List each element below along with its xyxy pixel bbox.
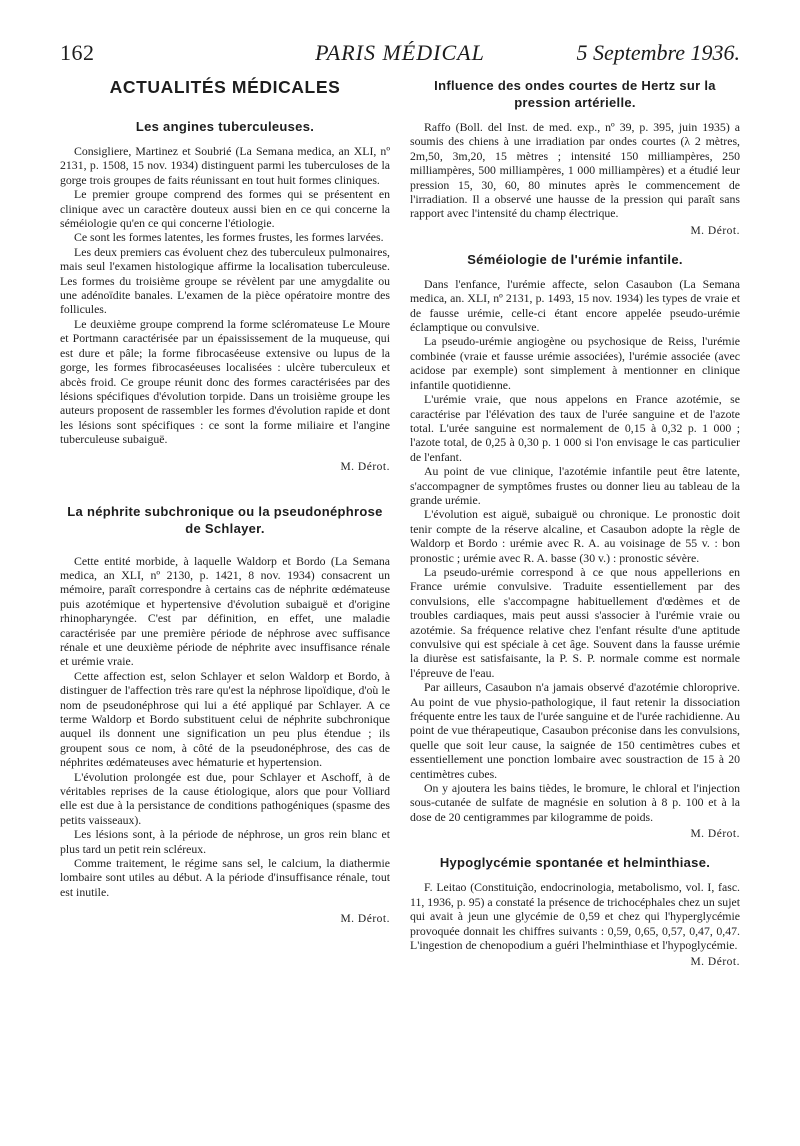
journal-title: PARIS MÉDICAL: [315, 40, 485, 65]
author-signature: M. Dérot.: [340, 913, 390, 926]
article-title: Influence des ondes courtes de Hertz sur la pression artérielle.: [434, 78, 716, 110]
journal-page: [60, 40, 740, 1120]
author-signature: M. Dérot.: [690, 956, 740, 969]
paragraph: Le deuxième groupe comprend la forme scléromateuse Le Moure et Portmann caractérisée par un épaississement de la muqueuse, qui est dure et pâle; la forme fibrocaséeuse extensive ou lupus de la gorge, les formes fibrocaséeuses localisées : ulcère tuberculeux et abcès froid. Ce groupe réunit donc des formes caractérisées par des lésions spécifiques d'évolution torpide. Dans un troisième groupe les auteurs proposent de rassembler les formes d'évolution rapide et dont les lésions sont spécifiques : ce sont la forme miliaire et l'angine tuberculeuse subaiguë.: [60, 316, 390, 447]
paragraph: Le premier groupe comprend des formes qui se présentent en clinique avec un caractère douteux aussi bien en ce qui concerne la séméiologie qu'en ce qui concerne l'étiologie.: [60, 187, 390, 231]
paragraph: Cette affection est, selon Schlayer et selon Waldorp et Bordo, à distinguer de l'affection très rare qu'est la néphrose lipoïdique, d'où le nom de pseudonéphrose qui lui a été appliqué par Schlayer. A ce terme Waldorp et Bordo substituent celui de néphrite subchronique auquel ils donnent une signification un peu plus étendue ; ils groupent sous ce nom, à côté de la pseudonéphrose, des cas de néphrites œdémateuses avec hématurie et hypertension.: [60, 668, 390, 770]
paragraph: Par ailleurs, Casaubon n'a jamais observé d'azotémie chloroprive. Au point de vue physio-pathologique, il faut retenir la dissociation fréquente entre les taux de l'urée sanguine et de l'urée rachidienne. Au point de vue thérapeutique, Casaubon préconise dans les convulsions, quelle que soit leur cause, la saignée de 150 centimètres cubes et essentiellement une ponction lombaire avec soustraction de 15 à 20 centimètres cubes.: [410, 680, 740, 781]
paragraph: On y ajoutera les bains tièdes, le bromure, le chloral et l'injection sous-cutanée de sulfate de magnésie en solution à 8 p. 100 et à la dose de 20 centigrammes par kilogramme de poids.: [410, 781, 740, 824]
article-title: Les angines tuberculeuses.: [135, 119, 315, 134]
article-uremie: [410, 251, 740, 840]
paragraph: L'urémie vraie, que nous appelons en France azotémie, se caractérise par l'élévation des taux de l'urée sanguine et de l'azote total. L'urée sanguine est normalement de 0,15 à 0,32 p. 1 000 ; l'azote total, de 0,25 à 0,30 p. 1 000 si l'on envisage le cas particulier de l'enfant.: [410, 392, 740, 464]
article-title: Hypoglycémie spontanée et helminthiase.: [439, 855, 711, 871]
page-number: 162: [60, 40, 95, 65]
paragraph: Raffo (Boll. del Inst. de med. exp., nº 39, p. 395, juin 1935) a soumis des chiens à une irradiation par ondes courtes (λ 2 mètres, 2m,50, 3m,20, 15 mètres ; intensité 150 milliampères, 250 milliampères, 500 milliampères, 1 000 milliampères) et a étudié leur pression 15, 30, 60, 80 minutes après le commencement de l'irradiation. Il a observé une hausse de la pression qui paraît sans rapport avec l'intensité du champ électrique.: [410, 120, 740, 221]
paragraph: L'évolution prolongée est due, pour Schlayer et Aschoff, à de véritables reprises de la cause étiologique, alors que pour Volliard elle est due à la persistance de conditions pathogéniques (spasme des petits vaisseaux).: [60, 769, 390, 827]
paragraph: F. Leitao (Constituição, endocrinologia, metabolismo, vol. I, fasc. 11, 1936, p. 95) a constaté la présence de trichocéphales chez un sujet qui avait à jeun une glycémie de 0,59 et chez qui l'hyperglycémie provoquée donnait les chiffres suivants : 0,59, 0,65, 0,57, 0,47, 0,47. L'ingestion de chenopodium a guéri l'helminthiase et l'hypoglycémie.: [410, 880, 740, 952]
issue-date: 5 Septembre 1936.: [576, 40, 740, 65]
paragraph: Les lésions sont, à la période de néphrose, un gros rein blanc et plus tard un petit rein scléreux.: [60, 827, 390, 856]
article-title: Séméiologie de l'urémie infantile.: [467, 251, 683, 267]
article-title: La néphrite subchronique ou la pseudonéphrose de Schlayer.: [67, 503, 383, 536]
paragraph: La pseudo-urémie correspond à ce que nous appellerions en France urémie convulsive. Traduite essentiellement par des convulsions, elle s'accompagne habituellement d'œdèmes et de troubles cardiaques, mais peut aussi s'associer à l'urémie vraie ou azotémie. Sa fréquence relative chez l'enfant résulte d'une aptitude convulsive qui est spéciale à cet âge. Souvent dans la fausse urémie la diurèse est satisfaisante, la P. S. P. normale comme est normale l'épreuve de l'eau.: [410, 564, 740, 680]
paragraph: Comme traitement, le régime sans sel, le calcium, la diathermie lombaire sont utiles au début. A la période d'insuffisance rénale, tout est inutile.: [60, 856, 390, 899]
left-column: [60, 77, 390, 925]
paragraph: Dans l'enfance, l'urémie affecte, selon Casaubon (La Semana medica, an. XLI, nº 2131, p. 1493, 15 nov. 1934) les types de vraie et de fausse urémie, celle-ci étant encore appelée pseudo-urémie éclamptique ou convulsive.: [410, 276, 740, 335]
section-title: ACTUALITÉS MÉDICALES: [109, 77, 341, 97]
paragraph: Ce sont les formes latentes, les formes frustes, les formes larvées.: [74, 230, 384, 245]
paragraph: Les deux premiers cas évoluent chez des tuberculeux pulmonaires, mais seul l'examen histologique affirme la localisation tuberculeuse. Les formes du troisième groupe se révèlent par une amygdalite ou une adénoïdite banales. L'examen de la pièce opératoire montre des follicules.: [60, 244, 390, 317]
paragraph: Au point de vue clinique, l'azotémie infantile peut être latente, s'accompagner de symptômes frustes ou donner lieu au tableau de la grande urémie.: [410, 464, 740, 507]
article-ondes: [410, 77, 740, 237]
author-signature: M. Dérot.: [340, 460, 390, 473]
author-signature: M. Dérot.: [690, 828, 740, 841]
paragraph: Consigliere, Martinez et Soubrié (La Semana medica, an XLI, nº 2131, p. 1508, 15 nov. 1934) distinguent parmi les tuberculoses de la gorge trois groupes de faits réunissant en tout huit formes cliniques.: [60, 144, 390, 187]
running-header: [60, 40, 740, 70]
right-column: [410, 77, 740, 968]
article-hypoglycemie: [410, 854, 740, 968]
paragraph: Cette entité morbide, à laquelle Waldorp et Bordo (La Semana medica, an XLI, nº 2130, p. 1421, 8 nov. 1934) consacrent un mémoire, paraît correspondre à certains cas de néphrite œdémateuse puis azotémique et hypertensive d'évolution subaiguë et d'origine rhinopharyngée. C'est par définition, en effet, une maladie caractérisée par une première période de néphrose avec suffisance rénale et une deuxième période de néphrite avec insuffisance rénale et urémie vraie.: [60, 553, 390, 669]
paragraph: La pseudo-urémie angiogène ou psychosique de Reiss, l'urémie combinée (vraie et fausse urémie associées), l'urémie associée (avec acidose par exemple) sont simplement à mentionner en clinique infantile quotidienne.: [410, 334, 740, 392]
author-signature: M. Dérot.: [690, 224, 740, 237]
paragraph: L'évolution est aiguë, subaiguë ou chronique. Le pronostic doit tenir compte de la réserve alcaline, et Casaubon adopte la règle de Waldorp et Bordo : urémie avec R. A. au voisinage de 55 v. : bon pronostic ; urémie avec R. A. basse (30 v.) : pronostic sévère.: [410, 507, 740, 565]
article-angines: [60, 118, 390, 473]
article-nephrite: [60, 503, 390, 926]
